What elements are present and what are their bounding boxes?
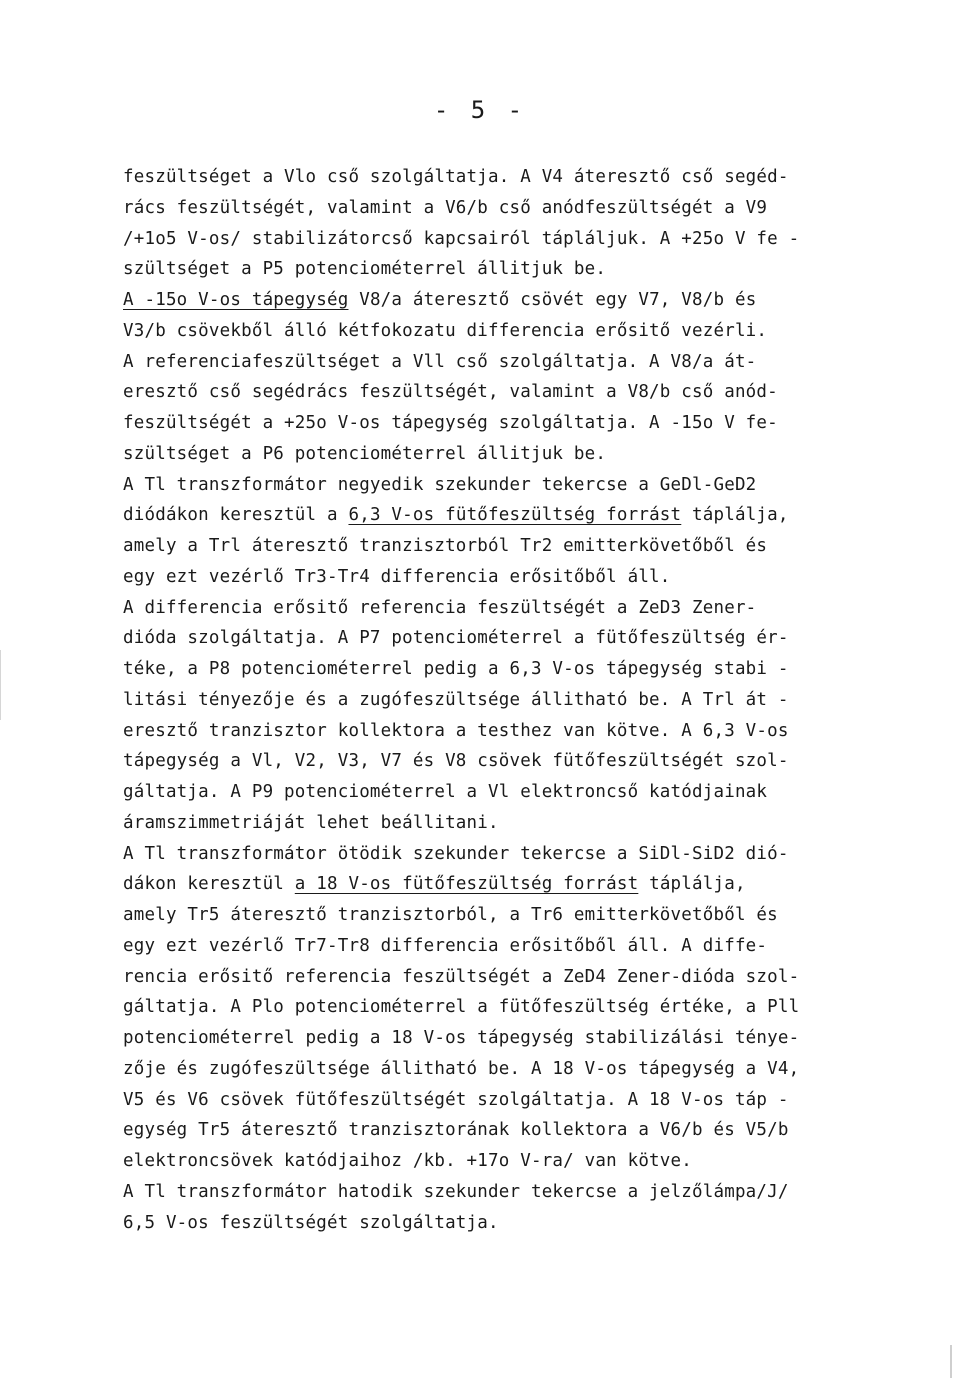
text-line: [123, 716, 913, 747]
text-line: [123, 623, 913, 654]
text-line-content: rács feszültségét, valamint a V6/b cső anódfeszültségét a V9: [123, 197, 768, 218]
page-number: - 5 -: [433, 96, 527, 124]
underlined-phrase: a 18 V-os fütőfeszültség forrást: [294, 874, 639, 895]
text-line-content: egy ezt vezérlő Tr7-Tr8 differencia erősitőből áll. A diffe-: [123, 935, 768, 956]
text-line: [123, 931, 913, 962]
scan-edge-mark-right: [950, 1345, 952, 1378]
text-line-content: A Tl transzformátor ötödik szekunder tekercse a SiDl-SiD2 dió-: [123, 843, 789, 864]
text-line-content: tápegység a Vl, V2, V3, V7 és V8 csövek fütőfeszültségét szol-: [123, 751, 789, 772]
text-line-content: táplálja,: [638, 874, 746, 895]
text-line-content: V5 és V6 csövek fütőfeszültségét szolgáltatja. A 18 V-os táp -: [123, 1089, 789, 1110]
text-line: [123, 1177, 913, 1208]
text-line-content: zője és zugófeszültsége állitható be. A 18 V-os tápegység a V4,: [123, 1058, 800, 1079]
text-line: [123, 1054, 913, 1085]
text-line: [123, 962, 913, 993]
text-line-content: elektroncsövek katódjaihoz /kb. +17o V-ra/ van kötve.: [123, 1151, 693, 1171]
text-line: [123, 193, 913, 224]
text-line: [123, 531, 913, 562]
text-line: [123, 285, 913, 316]
text-line: [123, 839, 913, 870]
text-line-content: /+1o5 V-os/ stabilizátorcső kapcsairól tápláljuk. A +25o V fe -: [123, 228, 800, 249]
underlined-phrase: A -15o V-os tápegység: [123, 290, 349, 310]
text-line: [123, 224, 913, 255]
text-line: [123, 162, 913, 193]
text-line: [123, 746, 913, 777]
text-line-content: egység Tr5 áteresztő tranzisztorának kollektora a V6/b és V5/b: [123, 1120, 789, 1141]
text-line: [123, 500, 913, 531]
underlined-phrase: 6,3 V-os fütőfeszültség forrást: [348, 505, 682, 526]
text-line: [123, 1208, 913, 1239]
text-line: [123, 900, 913, 931]
text-line: [123, 562, 913, 593]
text-line-content: feszültséget a Vlo cső szolgáltatja. A V4 áteresztő cső segéd-: [123, 167, 789, 187]
text-line: [123, 316, 913, 347]
scan-edge-mark-left: [0, 650, 1, 720]
text-line-prefix: dákon keresztül: [123, 874, 295, 895]
text-line-content: A Tl transzformátor negyedik szekunder tekercse a GeDl-GeD2: [123, 474, 757, 495]
text-line: [123, 992, 913, 1023]
text-line-content: amely a Trl áteresztő tranzisztorból Tr2 emitterkövetőből és: [123, 536, 768, 556]
text-line-content: gáltatja. A P9 potenciométerrel a Vl elektroncső katódjainak: [123, 782, 768, 802]
text-line: [123, 1146, 913, 1177]
text-line-content: táplálja,: [681, 505, 789, 526]
text-line: [123, 254, 913, 285]
page-body: [123, 162, 913, 1238]
text-line-content: 6,5 V-os feszültségét szolgáltatja.: [123, 1212, 499, 1233]
text-line: [123, 1085, 913, 1116]
text-line: [123, 408, 913, 439]
text-line: [123, 685, 913, 716]
text-line: [123, 1115, 913, 1146]
text-line-content: V3/b csövekből álló kétfokozatu differencia erősitő vezérli.: [123, 320, 768, 341]
text-line-content: áramszimmetriáját lehet beállitani.: [123, 812, 499, 833]
text-line-content: dióda szolgáltatja. A P7 potenciométerrel a fütőfeszültség ér-: [123, 628, 789, 649]
text-line-content: szültséget a P5 potenciométerrel állitjuk be.: [123, 259, 607, 280]
text-line-content: litási tényezője és a zugófeszültsége állitható be. A Trl át -: [123, 689, 789, 710]
text-line-prefix: diódákon keresztül a: [123, 505, 349, 526]
text-line-content: A differencia erősitő referencia feszültségét a ZeD3 Zener-: [123, 597, 757, 618]
text-line: [123, 808, 913, 839]
text-line-content: potenciométerrel pedig a 18 V-os tápegység stabilizálási ténye-: [123, 1028, 800, 1048]
text-line: [123, 470, 913, 501]
text-line: [123, 869, 913, 900]
text-line: [123, 654, 913, 685]
text-line-content: téke, a P8 potenciométerrel pedig a 6,3 V-os tápegység stabi -: [123, 659, 789, 679]
text-line: [123, 377, 913, 408]
text-line: [123, 777, 913, 808]
text-line-content: A Tl transzformátor hatodik szekunder tekercse a jelzőlámpa/J/: [123, 1181, 789, 1202]
text-line-content: A referenciafeszültséget a Vll cső szolgáltatja. A V8/a át-: [123, 351, 757, 372]
text-line-content: rencia erősitő referencia feszültségét a ZeD4 Zener-dióda szol-: [123, 966, 800, 987]
text-line-content: szültséget a P6 potenciométerrel állitjuk be.: [123, 443, 607, 464]
text-line-content: eresztő cső segédrács feszültségét, valamint a V8/b cső anód-: [123, 382, 778, 403]
text-line-content: V8/a áteresztő csövét egy V7, V8/b és: [348, 290, 757, 310]
text-line-content: gáltatja. A Plo potenciométerrel a fütőfeszültség értéke, a Pll: [123, 997, 800, 1018]
text-line-content: egy ezt vezérlő Tr3-Tr4 differencia erősitőből áll.: [123, 566, 671, 587]
text-line: [123, 439, 913, 470]
text-line-content: feszültségét a +25o V-os tápegység szolgáltatja. A -15o V fe-: [123, 413, 778, 433]
text-line-content: amely Tr5 áteresztő tranzisztorból, a Tr6 emitterkövetőből és: [123, 905, 778, 925]
text-line: [123, 593, 913, 624]
text-line: [123, 1023, 913, 1054]
text-line-content: eresztő tranzisztor kollektora a testhez van kötve. A 6,3 V-os: [123, 720, 789, 741]
text-line: [123, 347, 913, 378]
